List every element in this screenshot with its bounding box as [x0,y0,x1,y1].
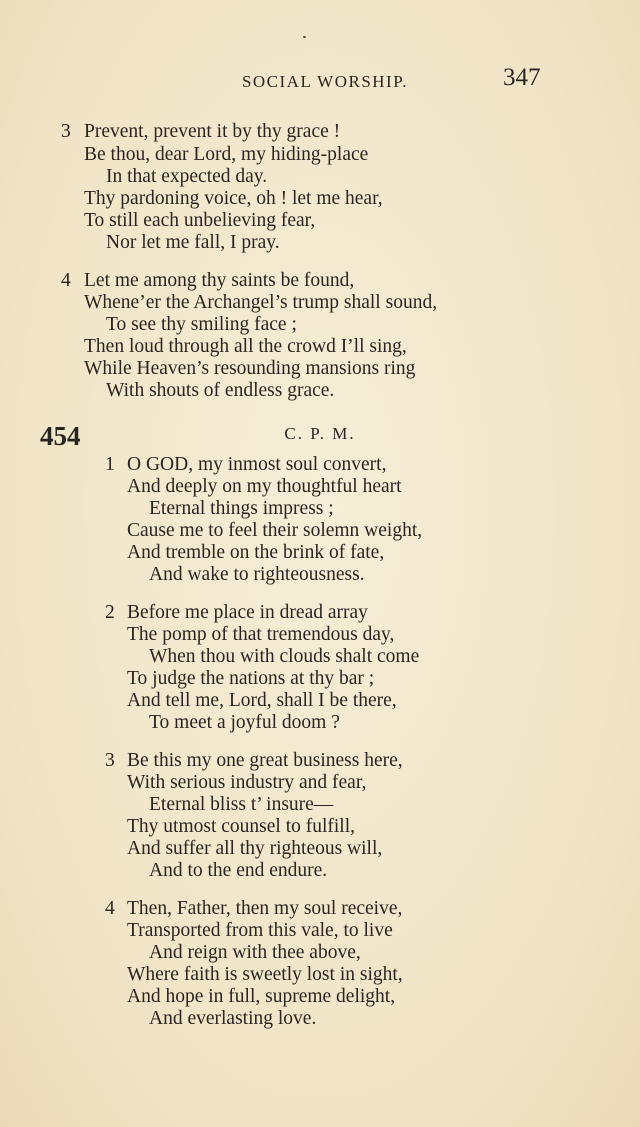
verse-line: And deeply on my thoughtful heart [127,476,402,497]
verse-line: And tremble on the brink of fate, [127,542,385,563]
verse-line: With shouts of endless grace. [106,380,335,401]
verse-line: Before me place in dread array [127,602,368,623]
verse-line: To judge the nations at thy bar ; [127,668,375,689]
verse-line: Eternal things impress ; [149,498,334,519]
verse-line: And hope in full, supreme delight, [127,986,396,1007]
verse-line: And suffer all thy righteous will, [127,838,383,859]
verse-line: Be this my one great business here, [127,750,403,771]
page-number: 347 [503,64,541,91]
verse-line: Let me among thy saints be found, [84,270,355,291]
verse-line: Cause me to feel their solemn weight, [127,520,423,541]
verse-line: O GOD, my inmost soul convert, [127,454,387,475]
verse-line: Eternal bliss t’ insure— [149,794,334,815]
verse-line: In that expected day. [106,166,268,187]
running-header: SOCIAL WORSHIP. [241,72,409,91]
verse-line: With serious industry and fear, [127,772,367,793]
verse-line: And to the end endure. [149,860,328,881]
verse-number: 3 [61,121,71,142]
verse-line: Then, Father, then my soul receive, [127,898,403,919]
verse-line: Where faith is sweetly lost in sight, [127,964,403,985]
verse-line: And everlasting love. [149,1008,317,1029]
verse-line: To still each unbelieving fear, [84,210,316,231]
hymn-number: 454 [40,421,81,451]
verse-line: Whene’er the Archangel’s trump shall sound, [84,292,438,313]
verse-line: Thy pardoning voice, oh ! let me hear, [84,188,383,209]
verse-line: To see thy smiling face ; [106,314,297,335]
verse-number: 3 [105,750,115,771]
hymn-meter: C. P. M. [284,424,356,443]
verse-line: The pomp of that tremendous day, [127,624,395,645]
verse-number: 4 [61,270,71,291]
print-speck [303,36,306,38]
verse-line: And wake to righteousness. [149,564,365,585]
verse-line: Transported from this vale, to live [127,920,393,941]
verse-line: To meet a joyful doom ? [149,712,340,733]
verse-line: Then loud through all the crowd I’ll sing, [84,336,407,357]
verse-line: While Heaven’s resounding mansions ring [84,358,416,379]
verse-line: And reign with thee above, [149,942,361,963]
verse-number: 2 [105,602,115,623]
verse-line: When thou with clouds shalt come [149,646,420,667]
verse-number: 1 [105,454,115,475]
verse-line: Be thou, dear Lord, my hiding-place [84,144,369,165]
verse-number: 4 [105,898,115,919]
verse-line: Nor let me fall, I pray. [106,232,280,253]
verse-line: Thy utmost counsel to fulfill, [127,816,356,837]
verse-line: And tell me, Lord, shall I be there, [127,690,397,711]
verse-line: Prevent, prevent it by thy grace ! [84,121,341,142]
